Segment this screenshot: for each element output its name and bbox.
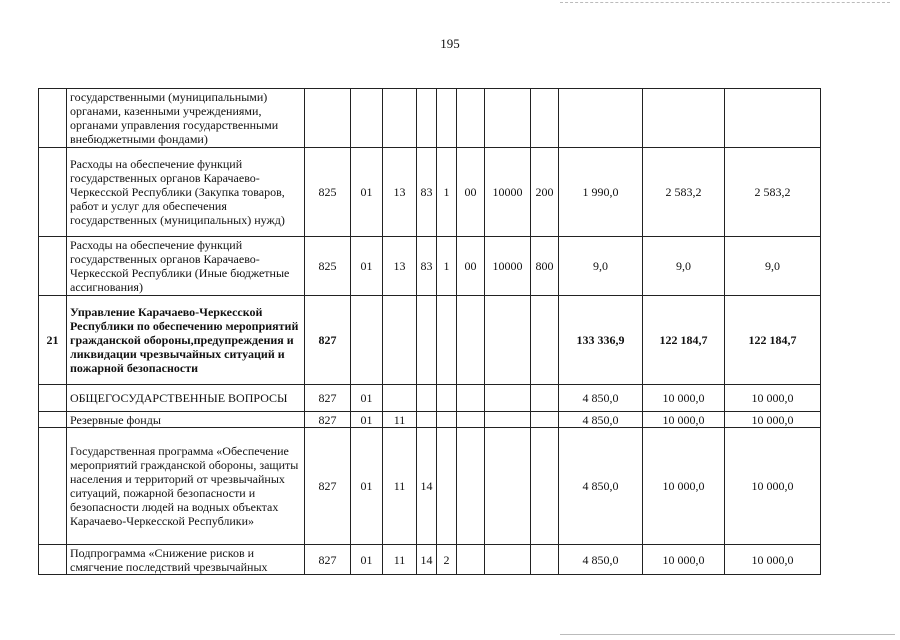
ministry-code: 827 bbox=[305, 385, 351, 412]
target-code-part3 bbox=[457, 385, 485, 412]
budget-table bbox=[38, 88, 821, 575]
section-code: 01 bbox=[351, 545, 383, 575]
row-number bbox=[39, 237, 67, 296]
scan-edge-bottom bbox=[560, 634, 895, 635]
row-name: ОБЩЕГОСУДАРСТВЕННЫЕ ВОПРОСЫ bbox=[67, 385, 305, 412]
target-code-part4 bbox=[485, 89, 531, 148]
table-row bbox=[39, 412, 821, 428]
target-code-part3 bbox=[457, 428, 485, 545]
amount-year2 bbox=[643, 89, 725, 148]
amount-year1: 4 850,0 bbox=[559, 412, 643, 428]
section-code: 01 bbox=[351, 148, 383, 237]
table-row bbox=[39, 385, 821, 412]
row-number bbox=[39, 385, 67, 412]
target-code-part3 bbox=[457, 296, 485, 385]
target-code-part1 bbox=[417, 296, 437, 385]
ministry-code: 827 bbox=[305, 428, 351, 545]
target-code-part4 bbox=[485, 385, 531, 412]
subsection-code: 11 bbox=[383, 545, 417, 575]
target-code-part1: 83 bbox=[417, 148, 437, 237]
target-code-part1: 83 bbox=[417, 237, 437, 296]
expense-type-code: 800 bbox=[531, 237, 559, 296]
amount-year1: 1 990,0 bbox=[559, 148, 643, 237]
target-code-part2: 1 bbox=[437, 148, 457, 237]
page-number: 195 bbox=[440, 36, 460, 51]
row-name: Государственная программа «Обеспечение мероприятий гражданской обороны, защиты населения и территорий от чрезвычайных ситуаций, пожарной безопасности и безопасности людей на водных объектах Карачаево-Черкесской Республики» bbox=[67, 428, 305, 545]
section-code: 01 bbox=[351, 385, 383, 412]
amount-year1: 9,0 bbox=[559, 237, 643, 296]
table-row bbox=[39, 428, 821, 545]
row-name: Резервные фонды bbox=[67, 412, 305, 428]
table-row bbox=[39, 296, 821, 385]
section-code: 01 bbox=[351, 428, 383, 545]
target-code-part4 bbox=[485, 545, 531, 575]
row-number bbox=[39, 89, 67, 148]
target-code-part4 bbox=[485, 296, 531, 385]
amount-year1: 4 850,0 bbox=[559, 545, 643, 575]
amount-year3: 2 583,2 bbox=[725, 148, 821, 237]
expense-type-code bbox=[531, 89, 559, 148]
table-row bbox=[39, 545, 821, 575]
target-code-part1 bbox=[417, 412, 437, 428]
ministry-code: 827 bbox=[305, 296, 351, 385]
amount-year3: 10 000,0 bbox=[725, 385, 821, 412]
expense-type-code bbox=[531, 412, 559, 428]
target-code-part1 bbox=[417, 385, 437, 412]
row-number bbox=[39, 148, 67, 237]
expense-type-code bbox=[531, 296, 559, 385]
ministry-code: 827 bbox=[305, 412, 351, 428]
target-code-part3 bbox=[457, 545, 485, 575]
amount-year3: 10 000,0 bbox=[725, 545, 821, 575]
expense-type-code: 200 bbox=[531, 148, 559, 237]
table-row bbox=[39, 89, 821, 148]
amount-year2: 10 000,0 bbox=[643, 545, 725, 575]
amount-year3: 10 000,0 bbox=[725, 412, 821, 428]
target-code-part1 bbox=[417, 89, 437, 148]
expense-type-code bbox=[531, 545, 559, 575]
amount-year1 bbox=[559, 89, 643, 148]
target-code-part3 bbox=[457, 412, 485, 428]
section-code bbox=[351, 89, 383, 148]
target-code-part4 bbox=[485, 412, 531, 428]
ministry-code: 825 bbox=[305, 148, 351, 237]
target-code-part1: 14 bbox=[417, 545, 437, 575]
row-name: Управление Карачаево-Черкесской Республики по обеспечению мероприятий гражданской обороны,предупреждения и ликвидации чрезвычайных ситуаций и пожарной безопасности bbox=[67, 296, 305, 385]
scan-edge-top bbox=[560, 2, 890, 3]
amount-year1: 4 850,0 bbox=[559, 428, 643, 545]
amount-year3: 122 184,7 bbox=[725, 296, 821, 385]
amount-year3: 9,0 bbox=[725, 237, 821, 296]
amount-year2: 2 583,2 bbox=[643, 148, 725, 237]
target-code-part3 bbox=[457, 89, 485, 148]
target-code-part2 bbox=[437, 428, 457, 545]
target-code-part3: 00 bbox=[457, 237, 485, 296]
subsection-code: 11 bbox=[383, 428, 417, 545]
amount-year2: 10 000,0 bbox=[643, 428, 725, 545]
target-code-part2 bbox=[437, 89, 457, 148]
target-code-part4: 10000 bbox=[485, 237, 531, 296]
amount-year3: 10 000,0 bbox=[725, 428, 821, 545]
amount-year2: 10 000,0 bbox=[643, 412, 725, 428]
subsection-code: 13 bbox=[383, 237, 417, 296]
ministry-code bbox=[305, 89, 351, 148]
subsection-code: 11 bbox=[383, 412, 417, 428]
amount-year1: 133 336,9 bbox=[559, 296, 643, 385]
row-number bbox=[39, 545, 67, 575]
ministry-code: 825 bbox=[305, 237, 351, 296]
target-code-part2: 1 bbox=[437, 237, 457, 296]
section-code: 01 bbox=[351, 412, 383, 428]
row-name: Расходы на обеспечение функций государственных органов Карачаево-Черкесской Республики (Закупка товаров, работ и услуг для обеспечения государственных (муниципальных) нужд) bbox=[67, 148, 305, 237]
amount-year2: 10 000,0 bbox=[643, 385, 725, 412]
row-number: 21 bbox=[39, 296, 67, 385]
table-row bbox=[39, 148, 821, 237]
subsection-code bbox=[383, 89, 417, 148]
amount-year2: 9,0 bbox=[643, 237, 725, 296]
target-code-part2 bbox=[437, 412, 457, 428]
target-code-part2: 2 bbox=[437, 545, 457, 575]
row-name: государственными (муниципальными) органами, казенными учреждениями, органами управления государственными внебюджетными фондами) bbox=[67, 89, 305, 148]
target-code-part1: 14 bbox=[417, 428, 437, 545]
row-name: Расходы на обеспечение функций государственных органов Карачаево-Черкесской Республики (Иные бюджетные ассигнования) bbox=[67, 237, 305, 296]
amount-year1: 4 850,0 bbox=[559, 385, 643, 412]
row-number bbox=[39, 428, 67, 545]
subsection-code bbox=[383, 296, 417, 385]
target-code-part3: 00 bbox=[457, 148, 485, 237]
target-code-part2 bbox=[437, 385, 457, 412]
ministry-code: 827 bbox=[305, 545, 351, 575]
section-code bbox=[351, 296, 383, 385]
section-code: 01 bbox=[351, 237, 383, 296]
expense-type-code bbox=[531, 385, 559, 412]
expense-type-code bbox=[531, 428, 559, 545]
amount-year3 bbox=[725, 89, 821, 148]
subsection-code bbox=[383, 385, 417, 412]
row-name: Подпрограмма «Снижение рисков и смягчение последствий чрезвычайных bbox=[67, 545, 305, 575]
row-number bbox=[39, 412, 67, 428]
amount-year2: 122 184,7 bbox=[643, 296, 725, 385]
table-row bbox=[39, 237, 821, 296]
subsection-code: 13 bbox=[383, 148, 417, 237]
target-code-part4 bbox=[485, 428, 531, 545]
target-code-part4: 10000 bbox=[485, 148, 531, 237]
target-code-part2 bbox=[437, 296, 457, 385]
